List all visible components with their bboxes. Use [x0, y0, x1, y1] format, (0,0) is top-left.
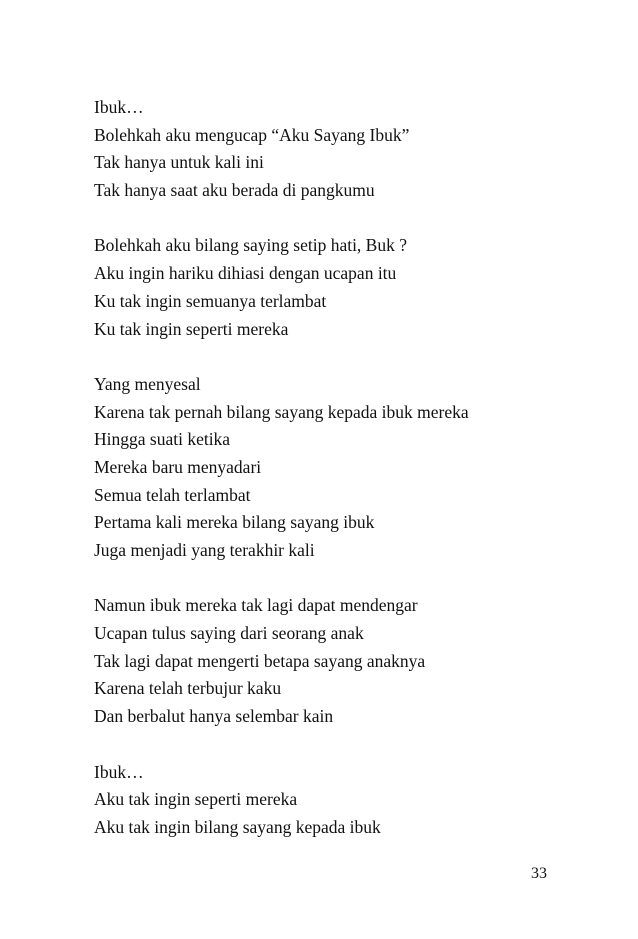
stanza-gap: [94, 343, 614, 371]
stanza-gap: [94, 565, 614, 593]
stanza-gap: [94, 205, 614, 233]
poem-line: Pertama kali mereka bilang sayang ibuk: [94, 512, 375, 533]
stanza-1: [94, 94, 614, 205]
poem-line: Karena tak pernah bilang sayang kepada ibuk mereka: [94, 401, 469, 422]
page-number: 33: [531, 865, 547, 882]
stanza-3: [94, 371, 614, 565]
poem-line: Yang menyesal: [94, 373, 201, 394]
poem-line: Ku tak ingin semuanya terlambat: [94, 290, 327, 311]
poem-line: Hingga suati ketika: [94, 429, 231, 450]
poem-line: Mereka baru menyadari: [94, 456, 262, 477]
poem-line: Tak lagi dapat mengerti betapa sayang anaknya: [94, 650, 426, 671]
poem-line: Bolehkah aku mengucap “Aku Sayang Ibuk”: [94, 124, 410, 145]
poem-line: Semua telah terlambat: [94, 484, 251, 505]
poem-line: Juga menjadi yang terakhir kali: [94, 540, 315, 560]
poem-line: Tak hanya untuk kali ini: [94, 152, 264, 173]
poem-line: Karena telah terbujur kaku: [94, 678, 282, 699]
stanza-gap: [94, 731, 614, 759]
poem-line: Ibuk…: [94, 761, 144, 782]
poem-line: Aku ingin hariku dihiasi dengan ucapan itu: [94, 263, 397, 284]
stanza-2: [94, 232, 614, 343]
poem-line: Namun ibuk mereka tak lagi dapat mendengar: [94, 595, 418, 616]
poem-line: Ucapan tulus saying dari seorang anak: [94, 623, 364, 644]
poem-body: [94, 94, 614, 842]
poem-line: Dan berbalut hanya selembar kain: [94, 706, 334, 727]
poem-line: Ibuk…: [94, 97, 144, 117]
poem-line: Aku tak ingin seperti mereka: [94, 789, 298, 810]
poem-line: Tak hanya saat aku berada di pangkumu: [94, 180, 375, 201]
poem-line: Bolehkah aku bilang saying setip hati, Buk ?: [94, 235, 408, 256]
stanza-4: [94, 592, 614, 730]
poem-line: Ku tak ingin seperti mereka: [94, 318, 289, 339]
stanza-5: [94, 759, 614, 842]
poem-line: Aku tak ingin bilang sayang kepada ibuk: [94, 816, 381, 837]
